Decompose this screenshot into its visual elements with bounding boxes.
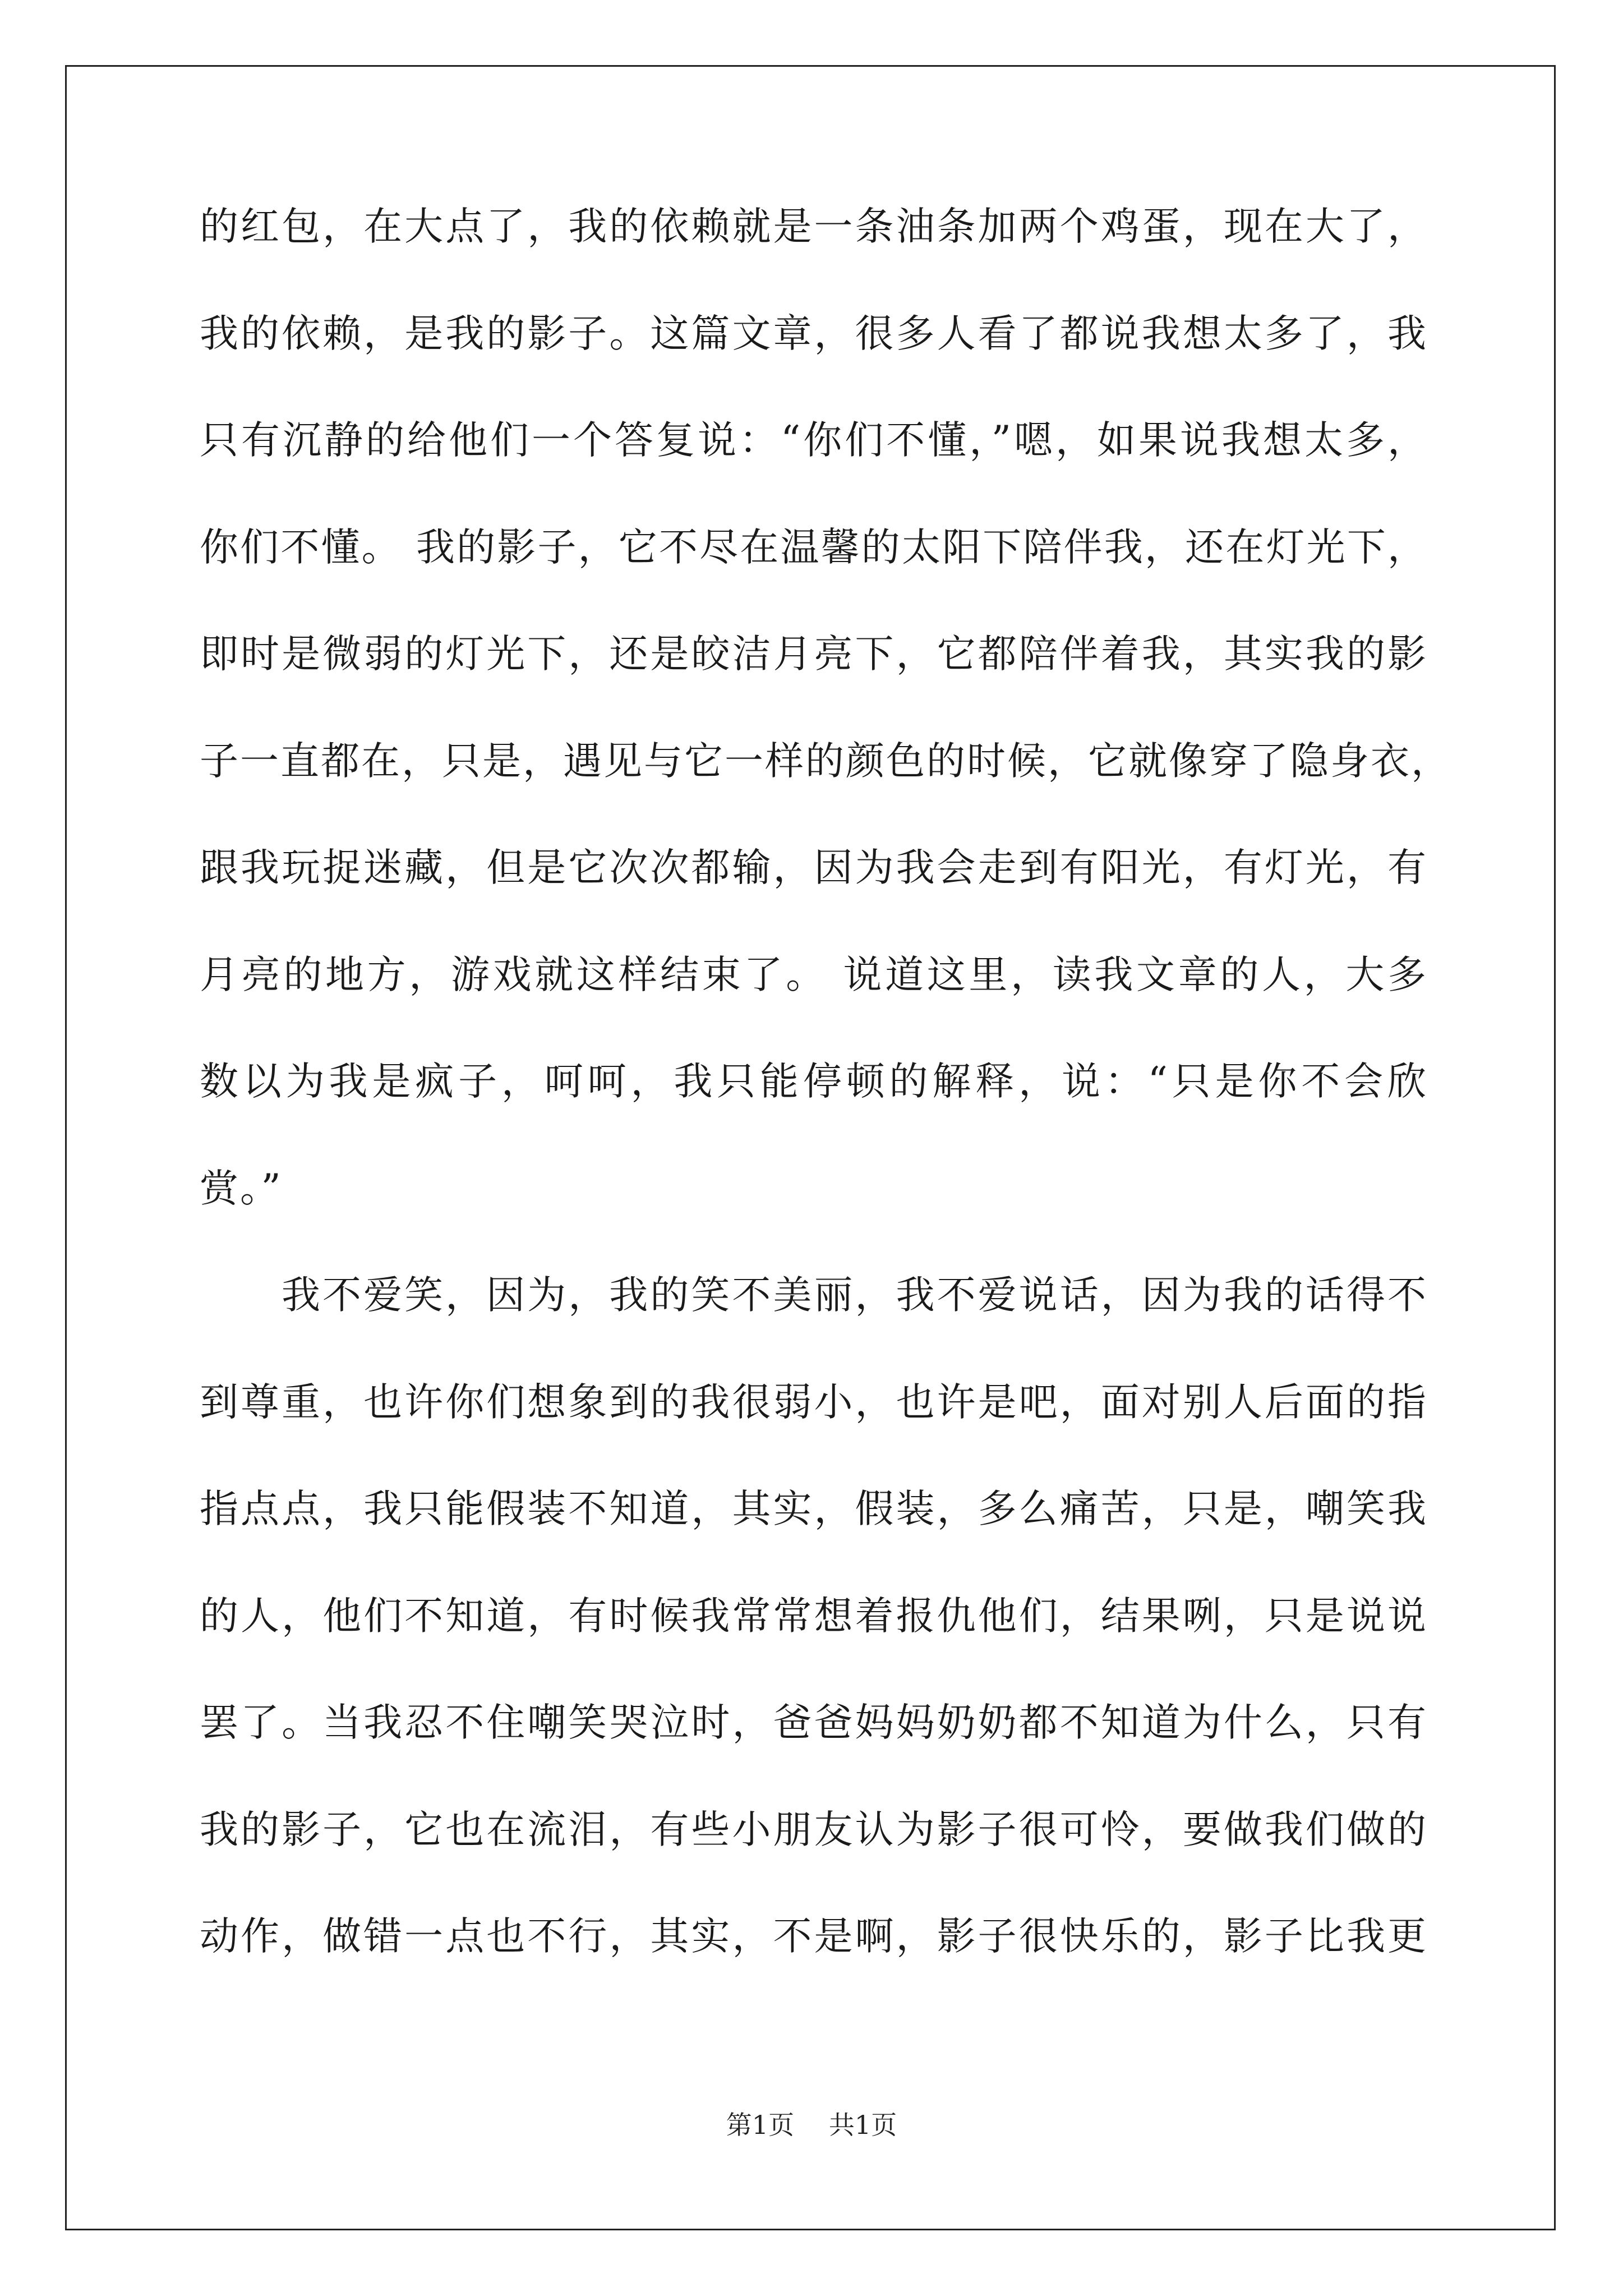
- text-line-14: 的人，他们不知道，有时候我常常想着报仇他们，结果咧，只是说说: [200, 1593, 1428, 1639]
- document-body: [200, 204, 1451, 2024]
- text-line-17: 动作，做错一点也不行，其实，不是啊，影子很快乐的，影子比我更: [200, 1914, 1428, 1959]
- text-line-16: 我的影子，它也在流泪，有些小朋友认为影子很可怜，要做我们做的: [200, 1807, 1428, 1852]
- paragraph-start-line: 我不爱笑，因为，我的笑不美丽，我不爱说话，因为我的话得不: [282, 1273, 1428, 1318]
- text-line-6: 子一直都在，只是，遇见与它一样的颜色的时候，它就像穿了隐身衣，: [200, 738, 1451, 784]
- text-line-13: 指点点，我只能假装不知道，其实，假装，多么痛苦，只是，嘲笑我: [200, 1487, 1428, 1531]
- text-line-8: 月亮的地方，游戏就这样结束了。 说道这里，读我文章的人，大多: [200, 952, 1428, 997]
- page-footer: [0, 2105, 1623, 2142]
- text-line-10: 赏。”: [200, 1166, 283, 1211]
- text-line-4: 你们不懂。 我的影子，它不尽在温馨的太阳下陪伴我，还在灯光下，: [200, 524, 1428, 570]
- text-line-2: 我的依赖，是我的影子。这篇文章，很多人看了都说我想太多了，我: [200, 311, 1428, 356]
- text-line-5: 即时是微弱的灯光下，还是皎洁月亮下，它都陪伴着我，其实我的影: [200, 632, 1428, 677]
- page-number: 第1页 共1页: [726, 2110, 897, 2140]
- text-line-3: 只有沉静的给他们一个答复说：“你们不懂，”嗯，如果说我想太多，: [200, 418, 1428, 463]
- text-line-15: 罢了。当我忍不住嘲笑哭泣时，爸爸妈妈奶奶都不知道为什么，只有: [200, 1700, 1428, 1745]
- text-line-7: 跟我玩捉迷藏，但是它次次都输，因为我会走到有阳光，有灯光，有: [200, 845, 1428, 890]
- text-line-9: 数以为我是疯子，呵呵，我只能停顿的解释，说：“只是你不会欣: [200, 1059, 1428, 1104]
- text-line-1: 的红包，在大点了，我的依赖就是一条油条加两个鸡蛋，现在大了，: [200, 204, 1428, 249]
- text-line-12: 到尊重，也许你们想象到的我很弱小，也许是吧，面对别人后面的指: [200, 1379, 1428, 1425]
